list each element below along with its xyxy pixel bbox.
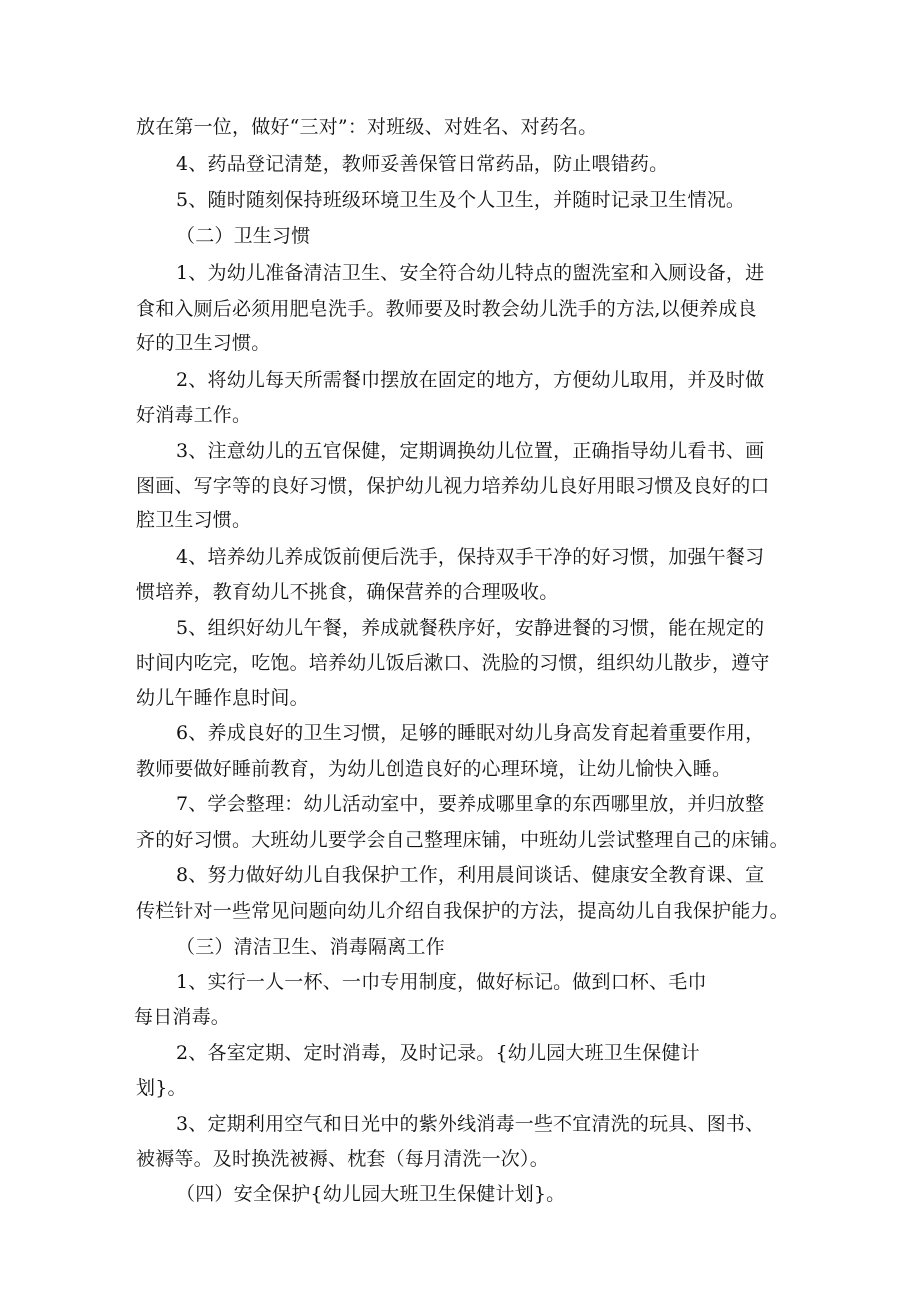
text-line: 腔卫生习惯。 [136, 509, 252, 531]
text-line: 1、实行一人一杯、一巾专用制度，做好标记。做到口杯、毛巾 [176, 971, 707, 993]
text-line: 7、学会整理：幼儿活动室中，要养成哪里拿的东西哪里放，并归放整 [176, 793, 765, 815]
section-heading: （三）清洁卫生、消毒隔离工作 [176, 936, 445, 958]
text-line: 好的卫生习惯。 [136, 332, 271, 354]
text-line: 4、培养幼儿养成饭前便后洗手，保持双手干净的好习惯，加强午餐习 [176, 546, 765, 568]
text-line: 3、定期利用空气和日光中的紫外线消毒一些不宜清洗的玩具、图书、 [176, 1113, 765, 1135]
text-line: 5、随时随刻保持班级环境卫生及个人卫生，并随时记录卫生情况。 [176, 189, 746, 211]
text-line: 图画、写字等的良好习惯，保护幼儿视力培养幼儿良好用眼习惯及良好的口 [136, 475, 770, 497]
text-line: 8、努力做好幼儿自我保护工作，利用晨间谈话、健康安全教育课、宣 [176, 864, 765, 886]
text-line: 被褥等。及时换洗被褥、枕套（每月清洗一次）。 [136, 1148, 549, 1170]
text-line: 时间内吃完，吃饱。培养幼儿饭后漱口、洗脸的习惯，组织幼儿散步，遵守 [136, 652, 770, 674]
text-line: 教师要做好睡前教育，为幼儿创造良好的心理环境，让幼儿愉快入睡。 [136, 758, 732, 780]
text-line: 5、组织好幼儿午餐，养成就餐秩序好，安静进餐的习惯，能在规定的 [176, 617, 765, 639]
text-line: 每日消毒。 [134, 1006, 231, 1028]
text-line: 6、养成良好的卫生习惯，足够的睡眠对幼儿身高发育起着重要作用， [176, 722, 765, 744]
text-line: 齐的好习惯。大班幼儿要学会自己整理床铺，中班幼儿尝试整理自己的床铺。 [136, 829, 789, 851]
text-line: 放在第一位，做好“三对”：对班级、对姓名、对药名。 [136, 116, 598, 138]
text-line: 1、为幼儿准备清洁卫生、安全符合幼儿特点的盥洗室和入厕设备，进 [176, 262, 765, 284]
text-line: 4、药品登记清楚，教师妥善保管日常药品，防止喂错药。 [176, 153, 669, 175]
text-line: 好消毒工作。 [136, 404, 252, 426]
text-line: 2、各室定期、定时消毒，及时记录。{幼儿园大班卫生保健计 [176, 1042, 700, 1064]
text-line: 食和入厕后必须用肥皂洗手。教师要及时教会幼儿洗手的方法,以便养成良 [136, 298, 757, 320]
text-line: 划}。 [136, 1077, 187, 1099]
text-line: 2、将幼儿每天所需餐巾摆放在固定的地方，方便幼儿取用，并及时做 [176, 369, 765, 391]
text-line: 幼儿午睡作息时间。 [136, 687, 309, 709]
text-line: 传栏针对一些常见问题向幼儿介绍自我保护的方法，提高幼儿自我保护能力。 [136, 900, 789, 922]
section-heading: （四）安全保护{幼儿园大班卫生保健计划}。 [176, 1183, 566, 1205]
text-line: 惯培养，教育幼儿不挑食，确保营养的合理吸收。 [136, 581, 559, 603]
section-heading: （二）卫生习惯 [176, 225, 311, 247]
text-line: 3、注意幼儿的五官保健，定期调换幼儿位置，正确指导幼儿看书、画 [176, 440, 765, 462]
